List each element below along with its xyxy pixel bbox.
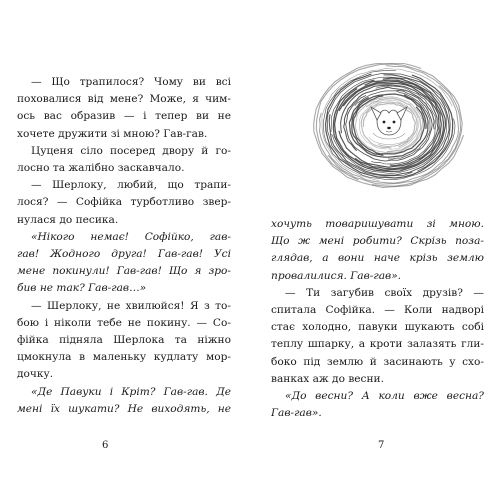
text-line: «До весни? А коли вже весна?: [285, 390, 484, 403]
text-line: «Де Павуки і Кріт? Гав-гав. Де: [31, 385, 231, 398]
text-line: — Шерлоку, любий, що трапи-: [31, 179, 231, 192]
text-line: Цуценя сіло посеред двору й го-: [31, 144, 231, 157]
text-line: лося? — Софійка турботливо звер-: [17, 196, 231, 209]
text-line: — Шерлоку, не хвилюйся! Я з то-: [31, 299, 231, 312]
text-line: лосно та жалібно заскавчало.: [17, 162, 185, 175]
puppy-burrow-illustration: [309, 63, 467, 193]
text-line: глядав, а вони наче крізь землю: [271, 252, 484, 265]
left-page-text: [17, 74, 231, 418]
text-line: Гав-гав».: [271, 407, 322, 420]
text-line: — Що трапилося? Чому ви всі: [31, 76, 231, 88]
text-line: бою і ніколи тебе не покину. — Со-: [17, 316, 231, 329]
left-page-number: 6: [102, 440, 109, 451]
text-line: боко під землю й засинають у схо-: [271, 355, 484, 368]
text-line: Що ж мені робити? Скрізь поза-: [271, 235, 484, 248]
text-line: мені їх шукати? Не виходять, не: [17, 402, 231, 415]
text-line: цмокнула в маленьку кудлату мор-: [17, 351, 231, 364]
text-line: ванках аж до весни.: [271, 372, 384, 385]
text-line: стає холодно, павуки шукають собі: [271, 321, 484, 334]
text-line: ось вас образив — і тепер ви не: [17, 110, 231, 123]
text-line: хочуть товаришувати зі мною.: [271, 218, 484, 230]
text-line: — Ти загубив своїх друзів? —: [285, 286, 484, 299]
text-line: теплу шпарку, а кроти залазять гли-: [271, 338, 484, 351]
text-line: фійка підняла Шерлока та ніжно: [17, 334, 231, 347]
text-line: спитала Софійка. — Коли надворі: [271, 304, 484, 317]
text-line: хочете дружити зі мною? Гав-гав.: [17, 127, 208, 140]
text-line: мене покинули! Гав-гав! Що я зро-: [17, 265, 231, 278]
text-line: гав! Жодного друга! Гав-гав! Усі: [17, 248, 231, 261]
text-line: нулася до песика.: [17, 213, 119, 226]
text-line: провалилися. Гав-гав».: [271, 269, 402, 282]
text-line: дочку.: [17, 368, 54, 381]
right-page-text: [271, 216, 484, 422]
text-line: поховалися від мене? Може, я чим-: [17, 93, 231, 106]
text-line: «Нікого немає! Софійко, гав-: [31, 230, 231, 243]
right-page-number: 7: [378, 440, 385, 451]
text-line: бив не так? Гав-гав…»: [17, 282, 147, 295]
right-page: [250, 0, 500, 500]
